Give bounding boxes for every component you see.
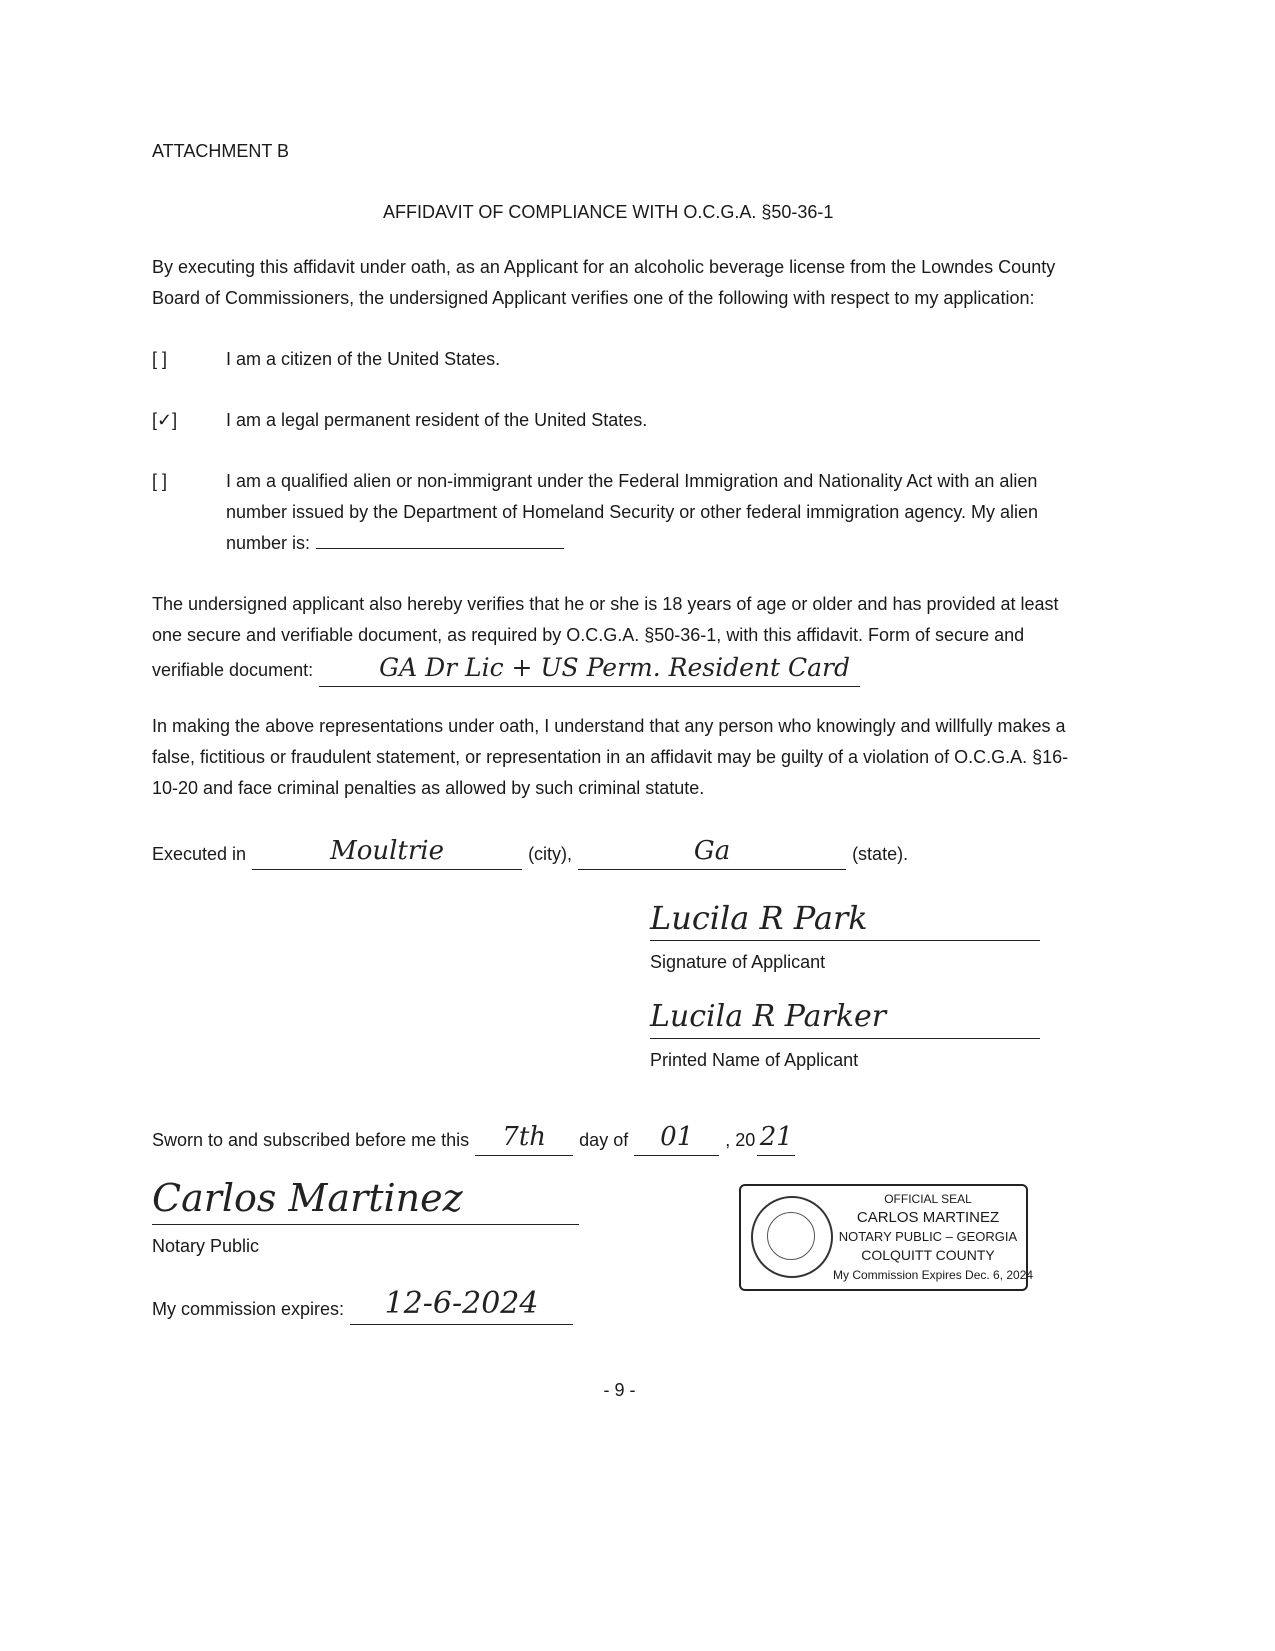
year-value[interactable]: 21 — [759, 1122, 793, 1152]
printed-name-label: Printed Name of Applicant — [650, 1050, 859, 1070]
year-prefix: , 20 — [725, 1130, 756, 1150]
resident-option-row — [152, 405, 1087, 436]
executed-row — [152, 834, 1087, 870]
oath-paragraph: In making the above representations under oath, I understand that any person who knowingly and willfully makes a false, fictitious or fraudulent statement, or representation in an affidavit may be guilty of a violation of O.C.G.A. §16-10-20 and face criminal penalties as allowed by such criminal statute. — [152, 716, 1069, 798]
alien-checkbox[interactable]: [ ] — [152, 471, 168, 491]
document-title: AFFIDAVIT OF COMPLIANCE WITH O.C.G.A. §50-36-1 — [383, 202, 834, 222]
state-value[interactable]: Ga — [693, 836, 731, 866]
printed-name-value[interactable]: Lucila R Parker — [650, 999, 887, 1034]
attachment-label: ATTACHMENT B — [152, 141, 290, 161]
georgia-seal-emblem — [751, 1196, 833, 1278]
month-value[interactable]: 01 — [660, 1122, 694, 1152]
notary-block — [152, 1172, 579, 1325]
seal-line: NOTARY PUBLIC – GEORGIA — [838, 1229, 1018, 1244]
commission-row — [152, 1284, 579, 1325]
citizen-checkbox[interactable]: [ ] — [152, 349, 168, 369]
notary-signature: Carlos Martinez — [152, 1176, 463, 1220]
notary-label: Notary Public — [152, 1236, 260, 1256]
citizen-option-row — [152, 344, 1087, 375]
day-value[interactable]: 7th — [502, 1122, 547, 1152]
sworn-label: Sworn to and subscribed before me this — [152, 1130, 470, 1150]
verify-paragraph: The undersigned applicant also hereby verifies that he or she is 18 years of age or older and has provided at least one secure and verifiable document, as required by O.C.G.A. §50-36-1, with this affidavit. Form of secure and verifiable document: — [152, 594, 1059, 680]
intro-paragraph: By executing this affidavit under oath, as an Applicant for an alcoholic beverage license from the Lowndes County Board of Commissioners, the undersigned Applicant verifies one of the following with respect to my application: — [152, 257, 1056, 308]
commission-label: My commission expires: — [152, 1299, 345, 1319]
sworn-row — [152, 1120, 1087, 1156]
city-value[interactable]: Moultrie — [330, 836, 445, 866]
seal-line: COLQUITT COUNTY — [861, 1247, 995, 1263]
alien-number-field[interactable] — [316, 528, 564, 549]
signature-label: Signature of Applicant — [650, 952, 826, 972]
notary-row — [152, 1172, 1087, 1325]
state-label: (state). — [852, 844, 909, 864]
notary-seal — [739, 1184, 1034, 1291]
verify-block — [152, 589, 1087, 687]
applicant-signature: Lucila R Park — [650, 899, 868, 937]
seal-line: CARLOS MARTINEZ — [856, 1209, 1000, 1226]
day-of-label: day of — [579, 1130, 629, 1150]
executed-label: Executed in — [152, 844, 247, 864]
resident-checkbox[interactable]: [✓] — [152, 410, 178, 430]
citizen-option: I am a citizen of the United States. — [226, 349, 501, 369]
city-label: (city), — [528, 844, 573, 864]
applicant-signature-block — [650, 896, 1040, 1076]
alien-option: I am a qualified alien or non-immigrant under the Federal Immigration and Nationality Act with an alien number issued by the Department of Homeland Security or other federal immigration agency. My alien number is: — [226, 471, 1039, 553]
resident-option: I am a legal permanent resident of the United States. — [226, 410, 648, 430]
document-field-value[interactable]: GA Dr Lic + US Perm. Resident Card — [379, 653, 850, 682]
page-number: - 9 - — [603, 1380, 636, 1400]
affidavit-page — [152, 136, 1087, 1406]
alien-option-row — [152, 466, 1087, 559]
commission-value[interactable]: 12-6-2024 — [384, 1286, 539, 1321]
seal-line: OFFICIAL SEAL — [884, 1192, 972, 1206]
seal-line: My Commission Expires Dec. 6, 2024 — [833, 1268, 1034, 1282]
